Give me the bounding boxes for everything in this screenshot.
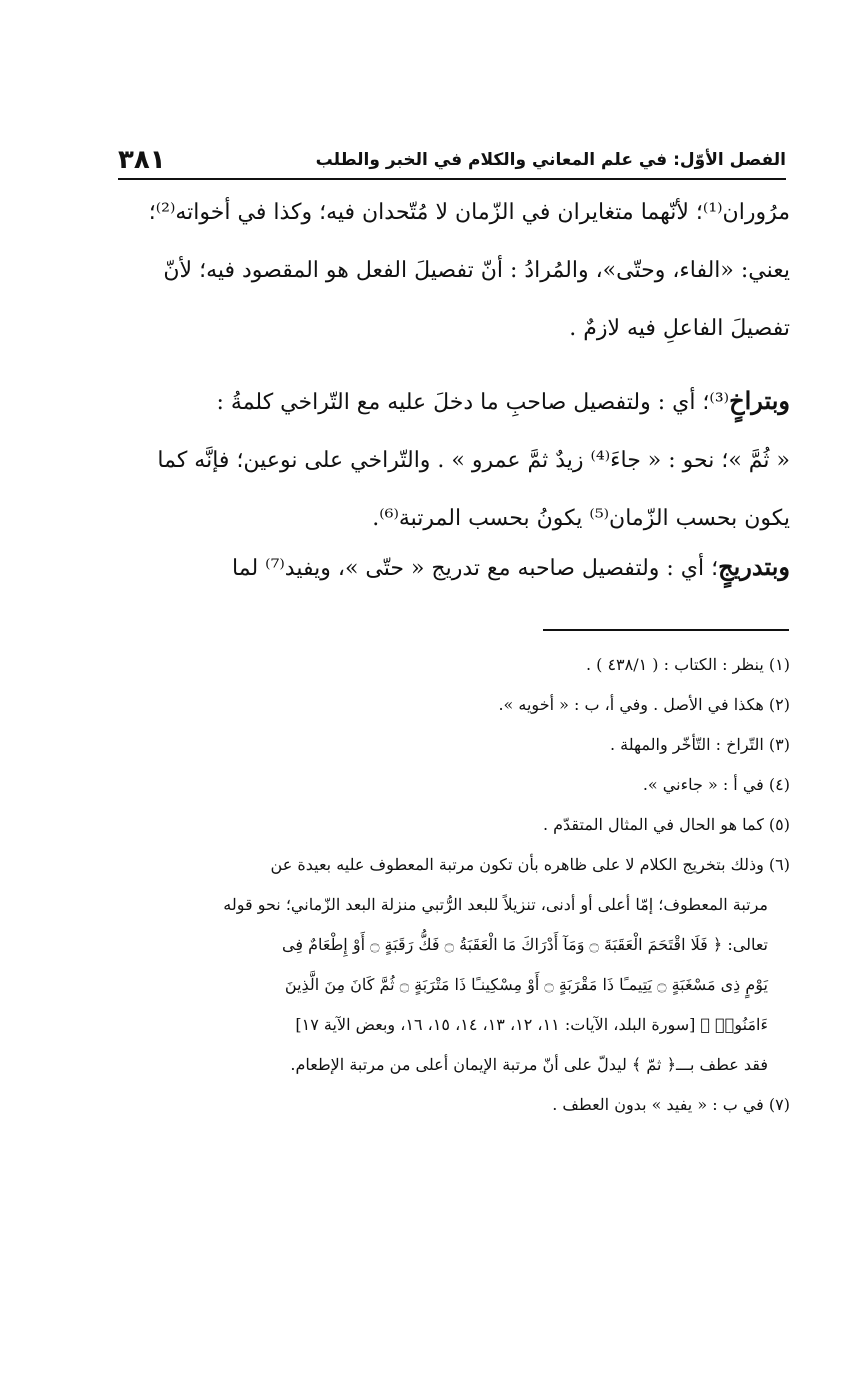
footnote-separator <box>543 629 789 631</box>
paragraph-1 <box>115 184 790 358</box>
footnote-3: (٣) التّراخ : التّأخّر والمهلة . <box>609 735 790 754</box>
text-segment: ؛ أي : ولتفصيل صاحبه مع تدريج « حتّى »، ويفيد⁽⁷⁾ لما <box>232 556 719 581</box>
footnote-6-line: فقد عطف بـــ﴿ ثمّ ﴾ ليدلّ على أنّ مرتبة الإيمان أعلى من مرتبة الإطعام. <box>290 1055 768 1074</box>
paragraph-2 <box>115 372 790 548</box>
keyword: وبتدريجٍ <box>718 552 790 581</box>
chapter-title: الفصل الأوّل: في علم المعاني والكلام في الخبر والطلب <box>315 150 786 170</box>
footnote-6-line: (٦) وذلك بتخريج الكلام لا على ظاهره بأن تكون مرتبة المعطوف عليه بعيدة عن <box>270 855 790 874</box>
text-line: مرُوران⁽¹⁾؛ لأنّهما متغايران في الزّمان لا مُتّحدان فيه؛ وكذا في أخواته⁽²⁾؛ <box>148 200 790 225</box>
text-line <box>115 372 790 432</box>
footnote-6-line: ءَامَنُوا۟ ﴾ [سورة البلد، الآيات: ١١، ١٢، ١٣، ١٤، ١٥، ١٦، وبعض الآية ١٧] <box>295 1015 768 1034</box>
text-line: « ثُمَّ »؛ نحو : « جاءَ⁽⁴⁾ زيدٌ ثمَّ عمرو » . والتّراخي على نوعين؛ فإنَّه كما <box>157 448 790 473</box>
footnote-6-line: تعالى: ﴿ فَلَا اقْتَحَمَ الْعَقَبَةَ ۝ وَمَآ أَدْرَاكَ مَا الْعَقَبَةُ ۝ فَكُّ رَقَبَةٍ ۝ أَوْ إِطْعَامٌ فِى <box>282 935 768 954</box>
keyword: وبتراخٍ <box>729 386 790 415</box>
text-line: تفصيلَ الفاعلِ فيه لازمٌ . <box>569 316 790 341</box>
footnote-7: (٧) في ب : « يفيد » بدون العطف . <box>552 1095 790 1114</box>
text-line: يكون بحسب الزّمان⁽⁵⁾ يكونُ بحسب المرتبة⁽⁶⁾. <box>372 506 790 531</box>
footnote-6-line: يَوْمٍ ذِى مَسْغَبَةٍ ۝ يَتِيمـًا ذَا مَقْرَبَةٍ ۝ أَوْ مِسْكِينـًا ذَا مَتْرَبَةٍ ۝ ثُمَّ كَانَ مِنَ الَّذِينَ <box>284 975 768 994</box>
footnote-4: (٤) في أ : « جاءني ». <box>642 775 790 794</box>
page-number: ٣٨١ <box>118 145 166 175</box>
footnote-6-line: مرتبة المعطوف؛ إمّا أعلى أو أدنى، تنزيلاً للبعد الرُّتبي منزلة البعد الزّماني؛ نحو قوله <box>223 895 768 914</box>
text-segment: ⁽³⁾؛ أي : ولتفصيل صاحبِ ما دخلَ عليه مع التّراخي كلمةُ : <box>216 390 730 415</box>
footnotes <box>115 645 790 1125</box>
text-line <box>115 538 790 598</box>
running-header <box>118 142 786 180</box>
footnote-5: (٥) كما هو الحال في المثال المتقدّم . <box>542 815 790 834</box>
footnote-1: (١) ينظر : الكتاب : ( ٤٣٨/١ ) . <box>585 655 790 674</box>
footnote-2: (٢) هكذا في الأصل . وفي أ، ب : « أخويه ». <box>498 695 790 714</box>
text-line: يعني: «الفاء، وحتّى»، والمُرادُ : أنّ تفصيلَ الفعل هو المقصود فيه؛ لأنّ <box>163 258 790 283</box>
paragraph-3 <box>115 538 790 598</box>
